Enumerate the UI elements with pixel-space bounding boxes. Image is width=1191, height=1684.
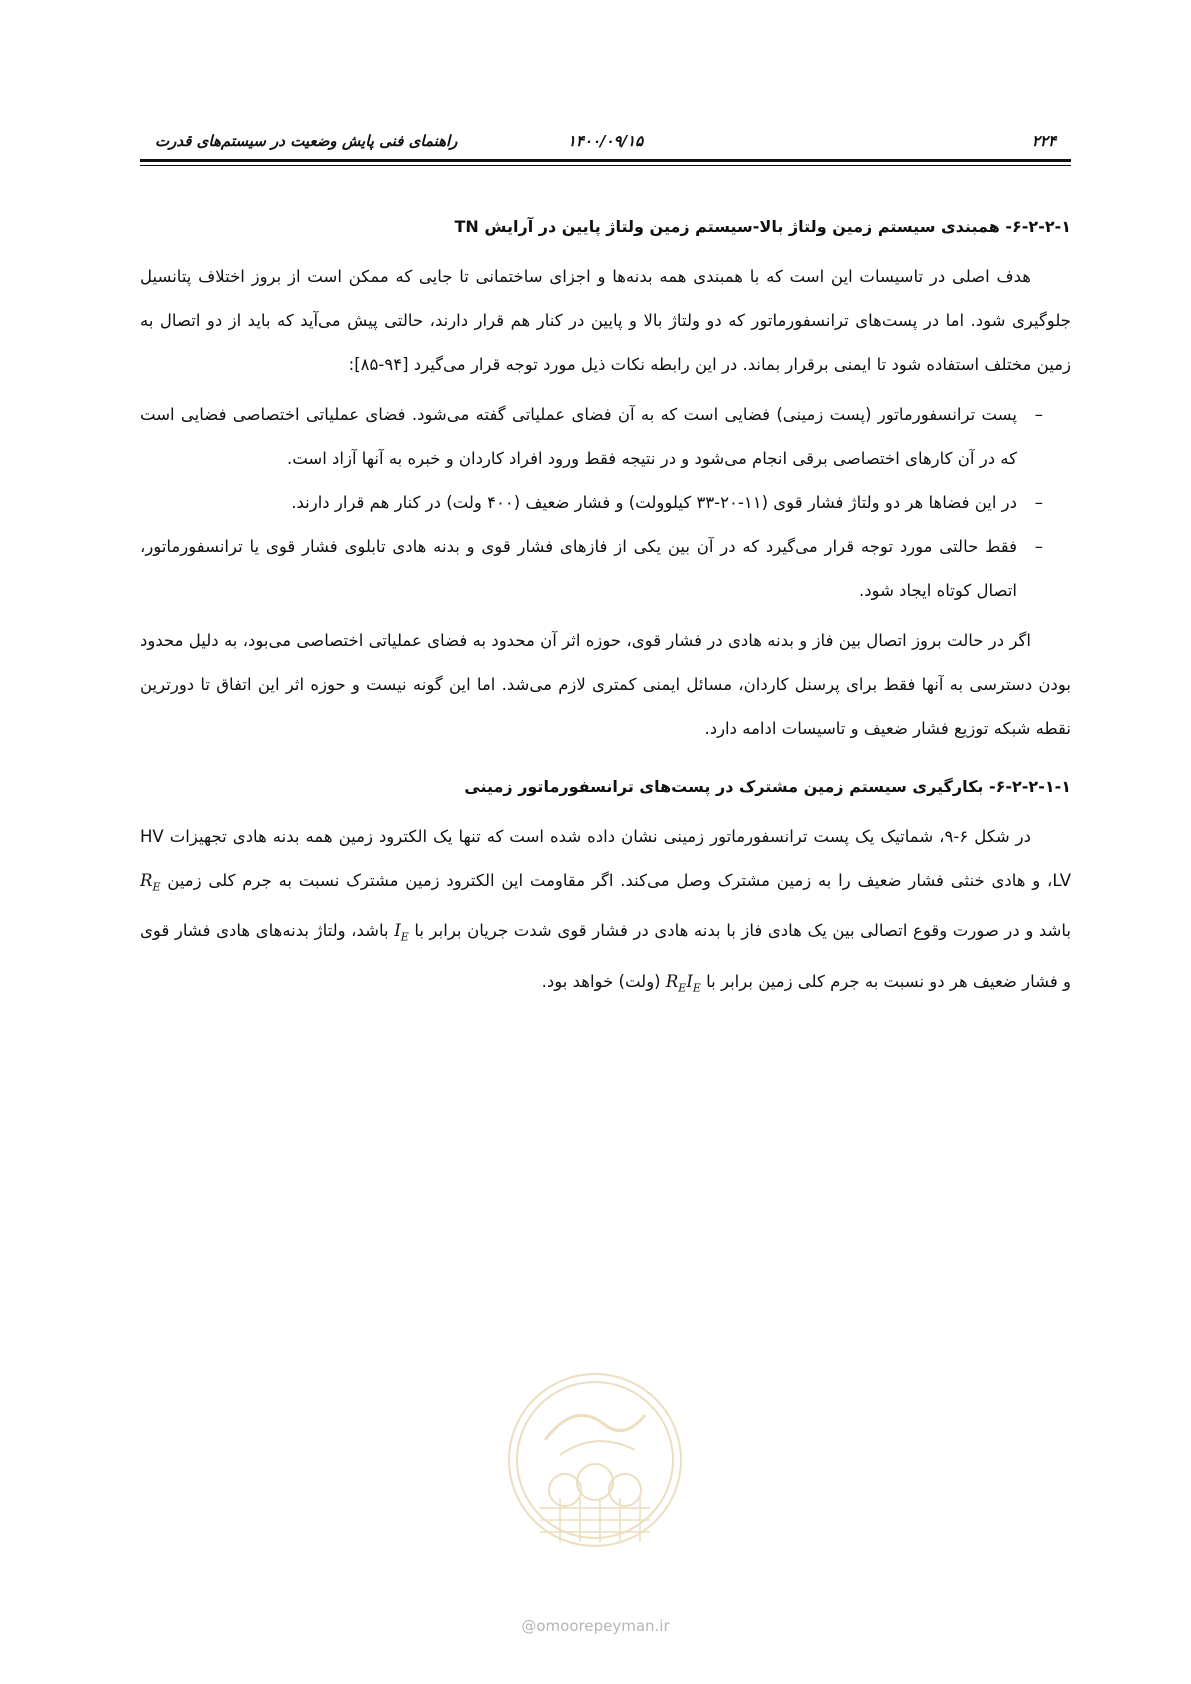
math-re: $R_E$ bbox=[140, 871, 161, 894]
list-item-text: در این فضاها هر دو ولتاژ فشار قوی (۱۱-۲۰-۳۳ کیلوولت) و فشار ضعیف (۴۰۰ ولت) در کنار هم قرار دارند. bbox=[291, 493, 1017, 512]
header-rule-thin bbox=[140, 165, 1071, 166]
watermark-url: @omoorepeyman.ir bbox=[521, 1617, 670, 1635]
bullet-dash: – bbox=[1034, 537, 1043, 556]
main-content bbox=[140, 213, 1071, 1010]
header-rule-thick bbox=[140, 159, 1071, 162]
bullet-dash: – bbox=[1034, 405, 1043, 424]
list-item bbox=[140, 393, 1043, 481]
list-item-text: فقط حالتی مورد توجه قرار می‌گیرد که در آن بین یکی از فازهای فشار قوی و بدنه هادی تابلوی فشار قوی یا ترانسفورماتور، اتصال کوتاه ایجاد شود. bbox=[140, 537, 1017, 600]
page-header bbox=[140, 128, 1071, 168]
section-heading: ۶-۲-۲-۱- همبندی سیستم زمین ولتاژ بالا-سیستم زمین ولتاژ پایین در آرایش TN bbox=[454, 217, 1071, 236]
paragraph-text: باشد و در صورت وقوع اتصالی بین یک هادی فاز با بدنه هادی در فشار قوی شدت جریان برابر با bbox=[408, 921, 1071, 941]
list-item bbox=[140, 481, 1043, 525]
bullet-list bbox=[140, 393, 1071, 613]
header-date: ۱۴۰۰/۰۹/۱۵ bbox=[567, 132, 644, 150]
subsection-heading: ۶-۲-۲-۱-۱- بکارگیری سیستم زمین مشترک در پست‌های ترانسفورماتور زمینی bbox=[464, 777, 1071, 796]
paragraph-text: باشد، ولتاژ بدنه‌های هادی فشار قوی و فشار ضعیف هر دو نسبت به جرم کلی زمین برابر با bbox=[140, 921, 1071, 991]
math-ie: $I_E$ bbox=[394, 921, 409, 944]
header-page-number: ۲۲۴ bbox=[1031, 132, 1056, 150]
watermark-logo-icon bbox=[505, 1370, 685, 1550]
closing-paragraph: اگر در حالت بروز اتصال بین فاز و بدنه هادی در فشار قوی، حوزه اثر آن محدود به فضای عملیاتی اختصاصی می‌بود، به دلیل محدود بودن دسترسی به آنها فقط برای پرسنل کاردان، مسائل ایمنی کمتری لازم می‌شد. اما این گونه نیست و حوزه اثر این اتفاق تا دورترین نقطه شبکه توزیع فشار ضعیف و تاسیسات ادامه دارد. bbox=[140, 631, 1071, 738]
list-item bbox=[140, 525, 1043, 613]
paragraph-text: در شکل ۶-۹، شماتیک یک پست ترانسفورماتور زمینی نشان داده شده است که تنها یک الکترود زمین همه بدنه هادی تجهیزات HV ،LV و هادی خنثی فشار ضعیف را به زمین مشترک وصل می‌کند. اگر مقاومت این الکترود زمین مشترک نسبت به جرم کلی زمین bbox=[140, 827, 1071, 890]
subsection-paragraph bbox=[140, 815, 1071, 1010]
intro-paragraph: هدف اصلی در تاسیسات این است که با همبندی همه بدنه‌ها و اجزای ساختمانی تا جایی که ممکن است از بروز اختلاف پتانسیل جلوگیری شود. اما در پست‌های ترانسفورماتور که دو ولتاژ بالا و پایین در کنار هم قرار دارند، حالتی پیش می‌آید که باید از دو اتصال به زمین مختلف استفاده شود تا ایمنی برقرار بماند. در این رابطه نکات ذیل مورد توجه قرار می‌گیرد [۹۴-۸۵]: bbox=[140, 267, 1071, 374]
paragraph-text: (ولت) خواهد بود. bbox=[541, 971, 666, 991]
math-re-ie: $R_EI_E$ bbox=[665, 971, 701, 994]
bullet-dash: – bbox=[1034, 493, 1043, 512]
header-book-title: راهنمای فنی پایش وضعیت در سیستم‌های قدرت bbox=[155, 132, 458, 150]
list-item-text: پست ترانسفورماتور (پست زمینی) فضایی است که به آن فضای عملیاتی گفته می‌شود. فضای عملیاتی اختصاصی فضایی است که در آن کارهای اختصاصی برقی انجام می‌شود و در نتیجه فقط ورود افراد کاردان و خبره به آنها آزاد است. bbox=[140, 405, 1017, 468]
